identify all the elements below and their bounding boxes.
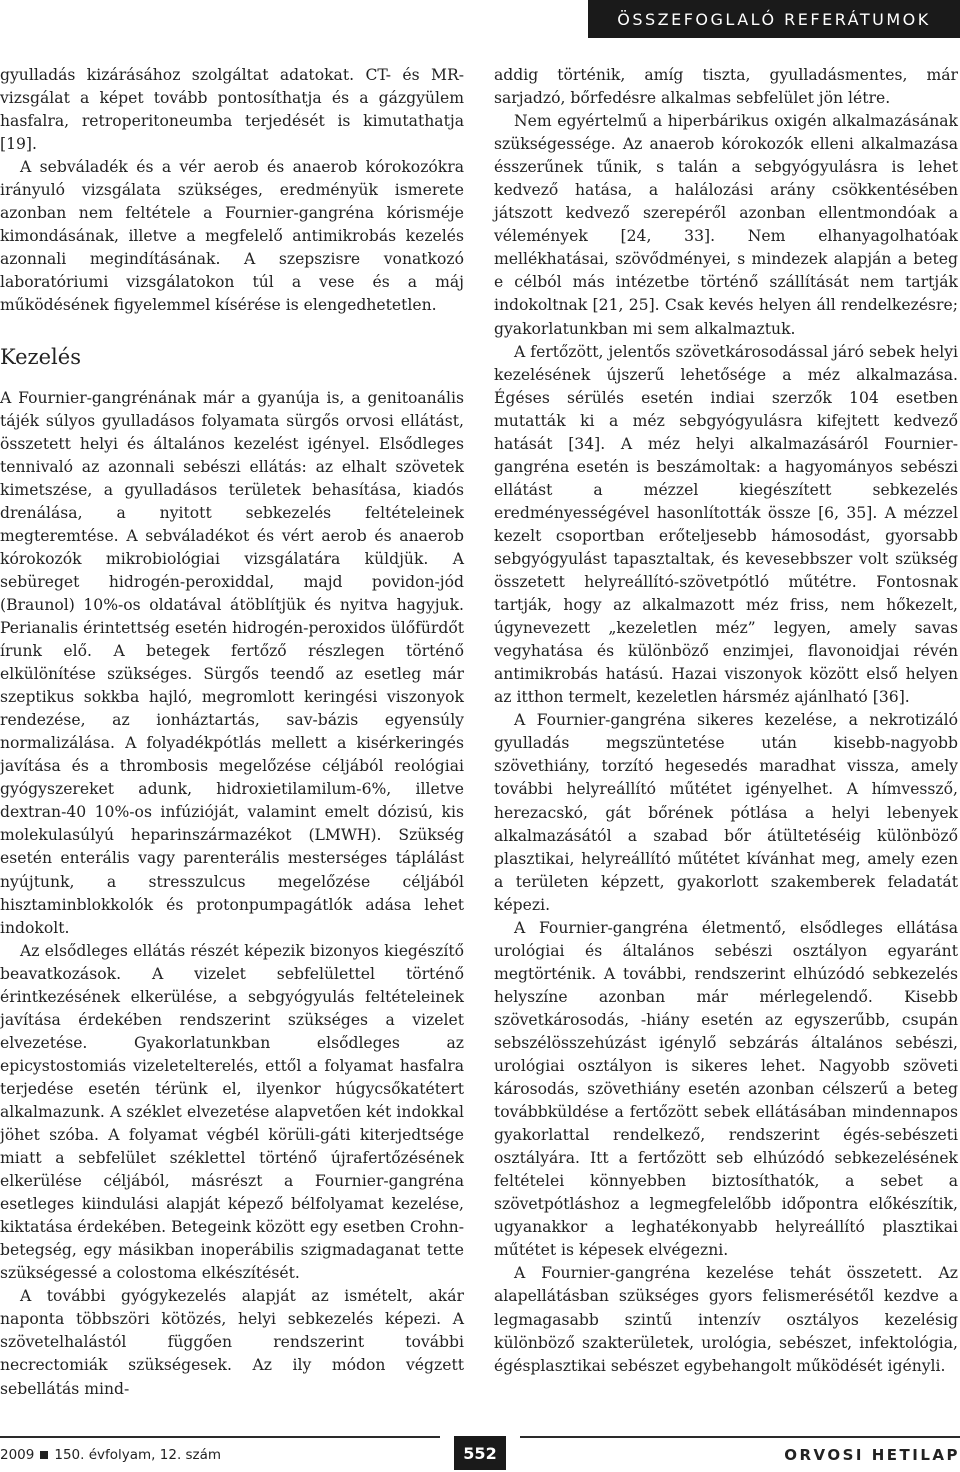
page-footer [0,1436,960,1470]
paragraph: A Fournier-gangréna kezelése tehát összetett. Az alapellátásban szükséges gyors felismerésétől kezdve a legmagasabb szintű intenzív osztályos kezelésig különböző szakterületek, urológia, sebészet, infektológia, égésplasztikai sebészet egybehangolt működését igényli. [494,1264,958,1375]
square-bullet-icon [40,1451,48,1459]
section-label: ÖSSZEFOGLALÓ REFERÁTUMOK [588,0,960,38]
issue-volume: 150. évfolyam, 12. szám [54,1447,222,1463]
paragraph: addig történik, amíg tiszta, gyulladásmentes, már sarjadzó, bőrfedésre alkalmas sebfelület jön létre. [494,66,958,108]
issue-info [0,1436,440,1472]
page-number: 552 [454,1436,506,1470]
paragraph: A sebváladék és a vér aerob és anaerob kórokozókra irányuló vizsgálata szükséges, eredményük ismerete azonban nem feltétele a Fournier-gangréna kórisméje kimondásának, illetve a megfelelő antimikrobás kezelés azonnali megindításának. A szepszisre vonatkozó laboratóriumi vizsgálatokon túl a vese és a máj működésének figyelemmel kísérése is elengedhetetlen. [0,158,464,315]
section-heading: Kezelés [0,344,81,369]
paragraph: Az elsődleges ellátás részét képezik bizonyos kiegészítő beavatkozások. A vizelet sebfelülettel történő érintkezésének elkerülése, a sebgyógyulás feltételeinek javítása érdekében rendszerint szükséges a vizelet elvezetése. Gyakorlatunkban elsődleges az epicystostomiás vizeletelterelés, ettől a folyamat hasfalra terjedése esetén térünk el, ilyenkor húgycsőkatétert alkalmazunk. A széklet elvezetése alapvetően két indokkal jöhet szóba. A folyamat végbél körüli-gáti kiterjedtsége miatt a sebfelület széklettel történő újrafertőzésének elkerülése céljából, másrészt a Fournier-gangréna esetleges kiindulási alapját képező bélfolyamat kezelése, kiktatása érdekében. Betegeink között egy esetben Crohn-betegség, egy másikban inoperábilis szigmadaganat tette szükségessé a colostoma elkészítését. [0,941,464,1283]
right-column [494,64,958,1378]
paragraph: gyulladás kizárásához szolgáltat adatokat. CT- és MR-vizsgálat a képet tovább pontosíthatja és a gázgyülem hasfalra, retroperitoneumba terjedését is kimutathatja [19]. [0,66,464,154]
paragraph: A Fournier-gangrénának már a gyanúja is, a genitoanális tájék súlyos gyulladásos folyamata sürgős orvosi ellátást, összetett helyi és általános kezelést igényel. Elsődleges tennivaló az azonnali sebészi ellátás: az elhalt szövetek kimetszése, a gyulladásos területek behasítása, kiadós drenálása, a nyitott sebkezelés feltételeinek megteremtése. A sebváladékot és vért aerob és anaerob kórokozók mikrobiológiai vizsgálatára küldjük. A sebüreget hidrogén-peroxiddal, majd povidon-jód (Braunol) 10%-os oldatával átöblítjük és nyitva hagyjuk. Perianalis érintettség esetén hidrogén-peroxidos ülőfürdőt írunk elő. A betegek fertőző részlegen történő elkülönítése szükséges. Sürgős teendő az esetleg már szeptikus sokkba hajló, megromlott keringési viszonyok rendezése, az ionháztartás, sav-bázis egyensúly normalizálása. A folyadékpótlás mellett a kisérkeringés javítása és a thrombosis megelőzése céljából reológiai gyógyszereket adunk, hidroxietilamilum-6%, illetve dextran-40 10%-os infúzióját, valamint emelt dózisú, kis molekulasúlyú heparinszármazékot (LMWH). Szükség esetén enterális vagy parenterális mesterséges táplálást nyújtunk, a stresszulcus megelőzése céljából hisztaminblokkolók és protonpumpagátlók adása lehet indokolt. [0,388,464,937]
page-header [0,0,960,38]
paragraph: A további gyógykezelés alapját az ismételt, akár naponta többszöri kötözés, helyi sebkezelés képezi. A szövetelhalástól függően rendszerint további necrectomiák szükségesek. Az ily módon végzett sebellátás mind- [0,1287,464,1398]
paragraph: A Fournier-gangréna sikeres kezelése, a nekrotizáló gyulladás megszüntetése után kisebb-nagyobb szövethiány, torzító hegesedés maradhat vissza, amely további helyreállító műtétet igényelhet. A hímvessző, herezacskó, gát bőrének pótlása a helyi lebenyek alkalmazásától a szabad bőr átültetéséig különböző plasztikai, helyreállító műtétet kívánhat meg, amely ezen a területen képzett, gyakorlott szakemberek feladatát képezi. [494,711,958,914]
issue-year: 2009 [0,1447,35,1463]
paragraph: A Fournier-gangréna életmentő, elsődleges ellátása urológiai és általános sebészi osztályon egyaránt megtörténik. A további, rendszerint elhúzódó sebkezelés helyszíne azonban már mérlegelendő. Kisebb szövetkárosodás, -hiány esetén az egyszerűbb, csupán sebszélösszehúzást igénylő sebzárás általános sebészi, urológiai osztályon is sikeres lehet. Nagyobb szöveti károsodás, szövethiány esetén azonban célszerű a beteg továbbküldése a fertőzött sebek ellátásában mindennapos gyakorlattal rendelkező, rendszerint égés-sebészeti osztályára. Itt a fertőzött seb elhúzódó sebkezelésének feltételei könnyebben biztosíthatók, a sebet a szövetpótláshoz a legmegfelelőbb időpontra előkészítik, ugyanakkor a leghatékonyabb helyreállító plasztikai műtétet is képesek elvégezni. [494,918,958,1260]
journal-name: ORVOSI HETILAP [520,1436,960,1472]
left-column [0,64,464,1401]
paragraph: A fertőzött, jelentős szövetkárosodással járó sebek helyi kezelésének újszerű lehetősége a méz alkalmazása. Égéses sérülés esetén indiai szerzők 104 esetben mutatták ki a méz sebgyógyulásra kifejtett kedvező hatását [34]. A méz helyi alkalmazásáról Fournier-gangréna esetén is beszámoltak: a hagyományos sebészi ellátást a mézzel kiegészített sebkezelés eredményességével hasonlították össze [6, 35]. A mézzel kezelt csoportban erőteljesebb hámosodást, gyorsabb sebgyógyulást tapasztaltak, és kevesebbszer volt szükség összetett helyreállító-szövetpótló műtétre. Fontosnak tartják, hogy az alkalmazott méz friss, nem hőkezelt, úgynevezett „kezeletlen méz” legyen, amely savas vegyhatása és különböző enzimjei, flavonoidjai révén antimikrobás hatású. Hazai viszonyok között első helyen az itthon termelt, kezeletlen hársméz ajánlható [36]. [494,342,958,707]
paragraph: Nem egyértelmű a hiperbárikus oxigén alkalmazásának szükségessége. Az anaerob kórokozók elleni alkalmazása ésszerűnek tűnik, s talán a sebgyógyulásra is lehet kedvező hatása, a halálozási arány csökkentésében játszott kedvező szerepéről azonban ellentmondóak a vélemények [24, 33]. Nem elhanyagolhatóak mellékhatásai, szövődményei, s mindezek alapján a beteg e célból más intézetbe történő szállítását nem tartják indokoltnak [21, 25]. Csak kevés helyen áll rendelkezésre; gyakorlatunkban mi sem alkalmaztuk. [494,112,958,338]
